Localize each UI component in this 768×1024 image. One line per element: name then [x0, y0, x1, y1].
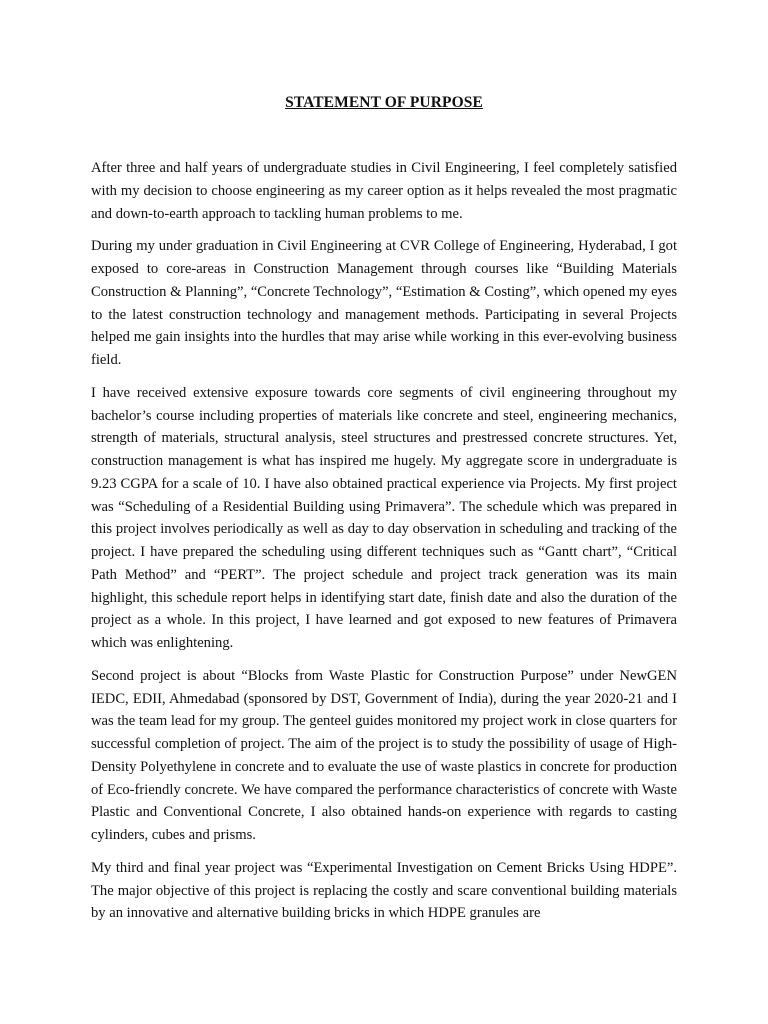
document-body	[91, 157, 677, 935]
paragraph-second-project: Second project is about “Blocks from Waste Plastic for Construction Purpose” under NewGEN IEDC, EDII, Ahmedabad (sponsored by DST, Government of India), during the year 2020-21 and I was the team lead for my group. The genteel guides monitored my project work in close quarters for successful completion of project. The aim of the project is to study the possibility of usage of High-Density Polyethylene in concrete and to evaluate the use of waste plastics in concrete for production of Eco-friendly concrete. We have compared the performance characteristics of concrete with Waste Plastic and Conventional Concrete, I also obtained hands-on experience with regards to casting cylinders, cubes and prisms.	[91, 667, 677, 843]
paragraph-third-project: My third and final year project was “Experimental Investigation on Cement Bricks Using HDPE”. The major objective of this project is replacing the costly and scare conventional building materials by an innovative and alternative building bricks in which HDPE granules are	[91, 859, 677, 922]
paragraph-intro: After three and half years of undergraduate studies in Civil Engineering, I feel completely satisfied with my decision to choose engineering as my career option as it helps revealed the most pragmatic and down-to-earth approach to tackling human problems to me.	[91, 160, 677, 222]
page-title: STATEMENT OF PURPOSE	[285, 94, 483, 111]
paragraph-academic-exposure: I have received extensive exposure towards core segments of civil engineering throughout my bachelor’s course including properties of materials like concrete and steel, engineering mechanics, strength of materials, structural analysis, steel structures and prestressed concrete structures. Yet, construction management is what has inspired me hugely. My aggregate score in undergraduate is 9.23 CGPA for a scale of 10. I have also obtained practical experience via Projects. My first project was “Scheduling of a Residential Building using Primavera”. The schedule which was prepared in this project involves periodically as well as day to day observation in scheduling and tracking of the project. I have prepared the scheduling using different techniques such as “Gantt chart”, “Critical Path Method” and “PERT”. The project schedule and project track generation was its main highlight, this schedule report helps in identifying start date, finish date and also the duration of the project as a whole. In this project, I have learned and got exposed to new features of Primavera which was enlightening.	[91, 384, 677, 651]
paragraph-undergraduate-studies: During my under graduation in Civil Engineering at CVR College of Engineering, Hyderabad, I got exposed to core-areas in Construction Management through courses like “Building Materials Construction & Planning”, “Concrete Technology”, “Estimation & Costing”, which opened my eyes to the latest construction technology and management methods. Participating in several Projects helped me gain insights into the hurdles that may arise while working in this ever-evolving business field.	[91, 238, 677, 368]
